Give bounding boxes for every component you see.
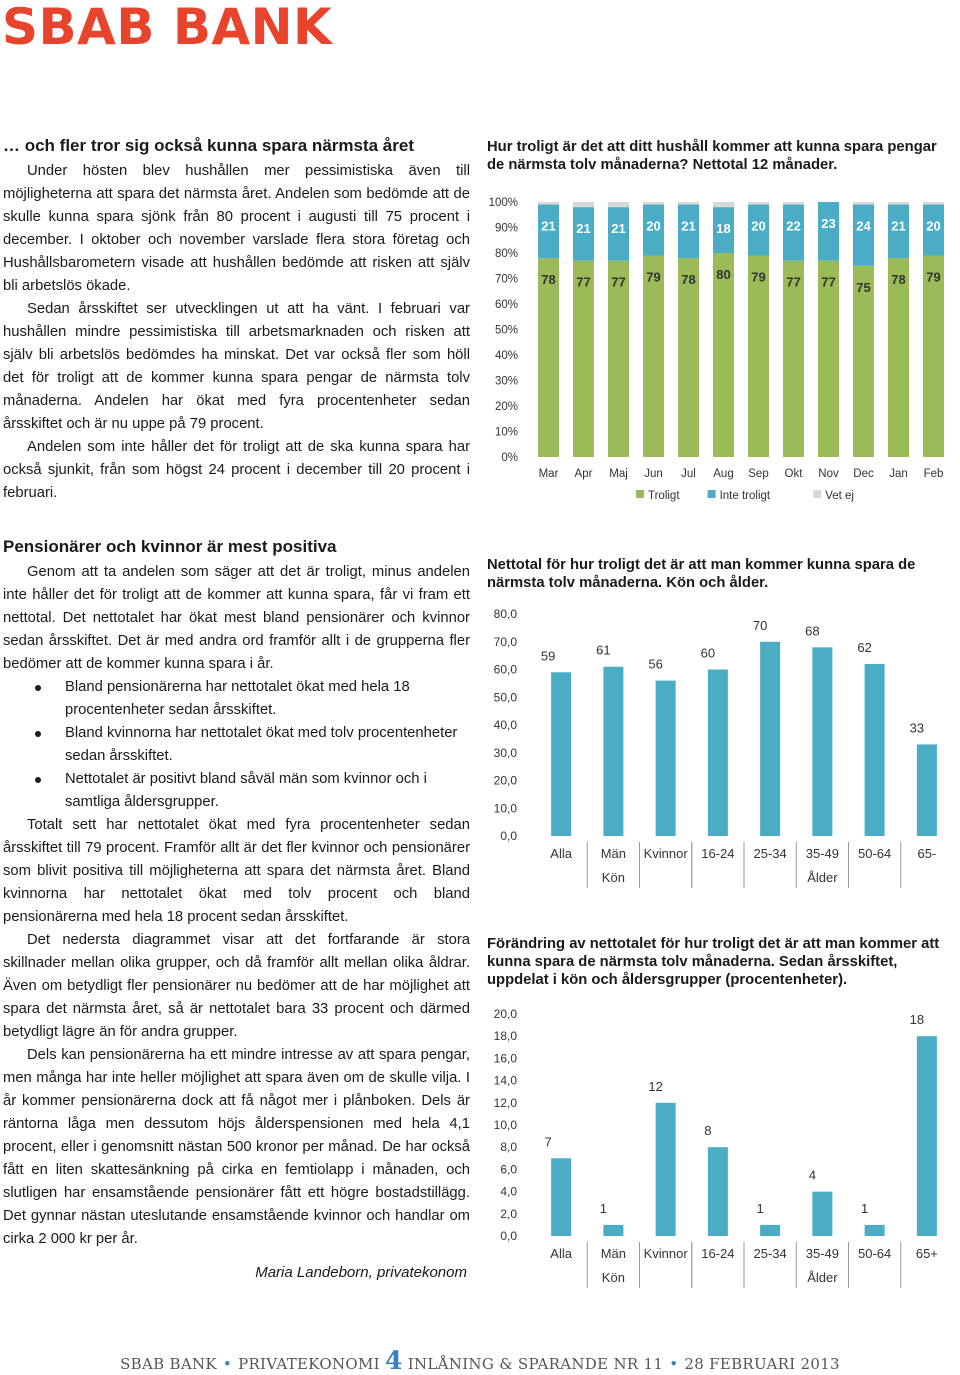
y-tick-label: 0,0 [500,829,517,843]
bar [812,1192,832,1236]
data-label: 24 [856,218,871,234]
bar [865,1225,885,1236]
footer-section: PRIVATEKONOMI [238,1355,380,1373]
y-tick-label: 40% [494,350,518,362]
y-tick-label: 30% [494,375,518,388]
paragraph: Det nedersta diagrammet visar att det fortfarande är stora skillnader mellan olika grupper, och då framför allt mellan olika åldrar. Även om betydligt fler pensionärer nu bedömer att de har möjlighet att spara det närmsta året, så är nettotalet bara 33 procent och därmed betydligt lägre än för andra grupper. [3,932,470,1040]
chart1-title: Hur troligt är det att ditt hushåll kommer att kunna spara pengar de närmsta tolv månaderna? Nettotal 12 månader. [487,139,937,173]
bar-segment-troligt [608,261,629,457]
legend-label: Vet ej [825,490,854,502]
data-label: 7 [544,1134,552,1150]
x-tick-label: Maj [609,468,628,480]
x-tick-label: Kvinnor [643,1246,688,1261]
y-tick-label: 18,0 [493,1029,517,1044]
bar [603,1225,623,1236]
x-tick-label: 50-64 [858,1246,892,1261]
data-label: 61 [596,642,611,658]
bar-segment-troligt [678,258,699,457]
y-tick-label: 70% [494,273,518,286]
x-tick-label: Jul [681,468,696,480]
footer-separator: • [222,1355,233,1373]
data-label: 79 [751,269,766,285]
y-tick-label: 60% [494,299,518,311]
data-label: 22 [786,218,801,234]
paragraph: Under hösten blev hushållen mer pessimistiska även till möjligheterna att spara det närmsta året. Andelen som bedömde att de skulle kunna spara sjönk från 80 procent i augusti till 75 procent i december. I oktober och november varslade flera stora företag och Hushållsbarometern visade att hushållen bedömde att risken att själv bli arbetslös ökade. [3,163,470,294]
data-label: 79 [926,269,941,285]
bullet-item: Nettotalet är positivt bland såväl män som kvinnor och i samtliga åldersgrupper. [65,768,470,814]
x-tick-label: 25-34 [753,846,787,861]
footer-brand: SBAB BANK [120,1355,217,1373]
bar-segment-troligt [783,261,804,457]
bar-segment-troligt [818,261,839,457]
y-tick-label: 20% [494,401,518,413]
data-label: 68 [805,623,820,639]
legend-label: Troligt [648,490,680,502]
bar [865,664,885,836]
y-tick-label: 30,0 [493,745,517,760]
y-tick-label: 20,0 [493,773,517,788]
group-label: Ålder [807,1270,838,1285]
data-label: 33 [909,720,925,736]
paragraph: Sedan årsskiftet ser utvecklingen ut att ha vänt. I februari var hushållen mindre pessimistiska till arbetsmarknaden och risken att själv bli arbetslös bedömdes ha minskat. Det var också fler som höll det för troligt att de kommer kunna spara pengar de närmsta tolv månaderna. Andelen har ökat med fyra procentenheter sedan årsskiftet och är nu uppe på 79 procent. [3,301,470,432]
y-tick-label: 10,0 [493,1118,517,1132]
bar-segment-troligt [538,258,559,457]
bar-segment-inte-troligt [853,205,874,266]
data-label: 77 [786,274,801,290]
bar-segment-vet-ej [923,202,944,205]
x-tick-label: 65+ [915,1246,938,1261]
bar [656,681,676,836]
bar [656,1103,676,1236]
x-tick-label: 16-24 [701,1246,735,1261]
data-label: 56 [648,656,663,672]
footer-topic: INLÅNING & SPARANDE NR 11 [407,1355,664,1373]
bar-segment-vet-ej [888,202,909,205]
sbab-logo: SBAB BANK [2,0,333,56]
x-tick-label: Män [600,846,627,861]
data-label: 1 [599,1200,607,1216]
x-tick-label: 65- [917,846,937,861]
bullet-item: Bland kvinnorna har nettotalet ökat med tolv procentenheter sedan årsskiftet. [65,722,470,768]
data-label: 77 [576,274,591,290]
y-tick-label: 70,0 [493,634,517,649]
data-label: 79 [646,269,661,285]
data-label: 78 [541,272,556,288]
x-tick-label: Nov [818,468,839,480]
bar-segment-troligt [748,256,769,457]
bar [708,670,728,837]
bar-segment-inte-troligt [818,202,839,261]
data-label: 4 [808,1167,816,1183]
x-tick-label: Män [600,1246,627,1261]
data-label: 80 [716,267,731,282]
bar-segment-vet-ej [608,202,629,207]
data-label: 78 [891,272,906,288]
x-tick-label: 50-64 [858,846,892,861]
x-tick-label: Kvinnor [643,846,688,861]
footer-page-number: 4 [384,1346,403,1375]
x-tick-label: Okt [784,468,803,480]
bar [551,1158,571,1236]
bullet-item: Bland pensionärerna har nettotalet ökat med hela 18 procentenheter sedan årsskiftet. [65,676,470,722]
data-label: 78 [681,272,696,288]
x-tick-label: 35-49 [805,846,839,861]
group-label: Kön [601,1270,625,1285]
bar-chart-net-by-group [487,600,957,890]
y-tick-label: 12,0 [493,1095,517,1110]
paragraph: Totalt sett har nettotalet ökat med fyra procentenheter sedan årsskiftet till 79 procent. Framför allt är det fler kvinnor och pensionärer som blivit positiva till möjligheterna att spara det närmsta året. Bland kvinnorna har nettotalet ökat med tolv procent och bland pensionärerna med hela 18 procent sedan årsskiftet. [3,817,470,925]
paragraph: Andelen som inte håller det för troligt att de ska kunna spara har också sjunkit, från som högst 24 procent i december till 20 procent i februari. [3,439,470,501]
data-label: 77 [611,274,626,290]
bar [917,744,937,836]
y-tick-label: 100% [488,197,518,209]
bar [760,642,780,836]
y-tick-label: 2,0 [500,1206,517,1221]
bar-segment-troligt [643,256,664,457]
chart3-title: Förändring av nettotalet för hur troligt det är att man kommer att kunna spara de närmsta tolv månaderna. Sedan årsskiftet, uppdelat i kön och åldersgrupper (procentenheter). [487,936,940,988]
bar-segment-vet-ej [643,202,664,205]
bar-segment-troligt [713,253,734,457]
page-footer [0,1346,960,1375]
y-tick-label: 40,0 [493,718,517,732]
bar-segment-vet-ej [748,202,769,205]
footer-date: 28 FEBRUARI 2013 [684,1355,840,1373]
x-tick-label: Alla [550,846,572,861]
x-tick-label: Aug [713,468,734,480]
bar [917,1036,937,1236]
y-tick-label: 14,0 [493,1073,517,1088]
x-tick-label: Jun [644,468,663,480]
y-tick-label: 4,0 [500,1184,517,1199]
bar-segment-vet-ej [853,202,874,205]
y-tick-label: 80,0 [493,607,517,621]
legend-swatch [708,490,716,498]
paragraph: Genom att ta andelen som säger att det är troligt, minus andelen inte håller det för troligt att de kommer att kunna spara, får vi fram ett nettotal. Det nettotalet har ökat mest bland pensionärer och kvinnor sedan årsskiftet. Det är med andra ord framför allt i de grupperna fler bedömer att de kommer kunna spara i år. [3,564,470,672]
data-label: 20 [646,218,661,234]
bar-segment-vet-ej [573,202,594,207]
bar-segment-troligt [888,258,909,457]
stacked-bar-chart-savings [487,190,957,515]
x-tick-label: Sep [748,468,769,480]
data-label: 8 [704,1123,712,1139]
section1-heading: … och fler tror sig också kunna spara närmsta året [3,136,414,155]
section2-heading: Pensionärer och kvinnor är mest positiva [3,537,337,556]
x-tick-label: Apr [574,468,593,480]
x-tick-label: 16-24 [701,846,735,861]
y-tick-label: 10,0 [493,801,517,816]
data-label: 21 [611,221,626,237]
legend-swatch [813,490,821,498]
y-tick-label: 16,0 [493,1051,517,1066]
data-label: 21 [541,218,556,234]
data-label: 20 [751,218,766,234]
data-label: 60 [700,645,716,661]
y-tick-label: 8,0 [500,1140,517,1155]
data-label: 62 [857,639,872,655]
bar [760,1225,780,1236]
y-tick-label: 6,0 [500,1162,517,1177]
x-tick-label: 25-34 [753,1246,787,1261]
data-label: 18 [909,1012,925,1028]
chart2-title: Nettotal för hur troligt det är att man kommer kunna spara de närmsta tolv månaderna. Kön och ålder. [487,557,916,591]
bullet-list [3,676,470,814]
footer-separator: • [669,1355,679,1373]
bar-segment-vet-ej [783,202,804,205]
x-tick-label: Feb [923,468,944,480]
y-tick-label: 50% [494,324,518,337]
bar-segment-vet-ej [538,202,559,205]
data-label: 18 [716,221,731,237]
x-tick-label: 35-49 [805,1246,839,1261]
x-tick-label: Jan [889,468,908,480]
data-label: 70 [752,617,768,633]
y-tick-label: 10% [494,426,518,439]
x-tick-label: Alla [550,1246,572,1261]
y-tick-label: 0% [501,452,518,464]
bar [551,672,571,836]
data-label: 21 [576,221,591,237]
bar [708,1147,728,1236]
bar-segment-vet-ej [713,202,734,207]
data-label: 12 [648,1078,663,1094]
y-tick-label: 20,0 [493,1007,517,1021]
bar-segment-troligt [923,256,944,457]
data-label: 21 [891,218,906,234]
legend-swatch [636,490,644,498]
group-label: Kön [601,870,625,885]
data-label: 77 [821,274,836,290]
bar [603,667,623,836]
author-signature: Maria Landeborn, privatekonom [255,1264,467,1281]
x-tick-label: Dec [853,468,874,480]
y-tick-label: 90% [494,222,518,235]
data-label: 75 [856,279,871,295]
bar-segment-vet-ej [678,202,699,205]
data-label: 59 [540,648,556,664]
bar-segment-troligt [573,261,594,457]
data-label: 21 [681,218,696,234]
group-label: Ålder [807,870,838,885]
paragraph: Dels kan pensionärerna ha ett mindre intresse av att spara pengar, men många har inte heller möjlighet att spara även om de skulle vilja. I år kommer pensionärerna dock att få något mer i plånboken. Dels är räntorna låga men dessutom höjs ålderspensionen med hela 4,1 procent, eller i genomsnitt nästan 500 kronor per månad. De har också fått en liten skattesänkning på cirka en femtiolapp i månaden, och slutligen har ensamstående pensionärer fått ett högre bostadstillägg. Det gynnar nästan uteslutande ensamstående kvinnor och handlar om cirka 2 000 kr per år. [3,1047,470,1247]
x-tick-label: Mar [538,468,559,480]
bar-chart-net-change [487,1000,957,1290]
data-label: 23 [821,216,836,231]
data-label: 20 [926,218,941,234]
data-label: 1 [756,1200,764,1216]
y-tick-label: 50,0 [493,690,517,705]
y-tick-label: 60,0 [493,662,517,677]
legend-label: Inte troligt [719,490,771,502]
bar [812,647,832,836]
article-body [3,134,470,1251]
data-label: 1 [861,1200,869,1216]
y-tick-label: 80% [494,248,518,260]
y-tick-label: 0,0 [500,1229,517,1243]
